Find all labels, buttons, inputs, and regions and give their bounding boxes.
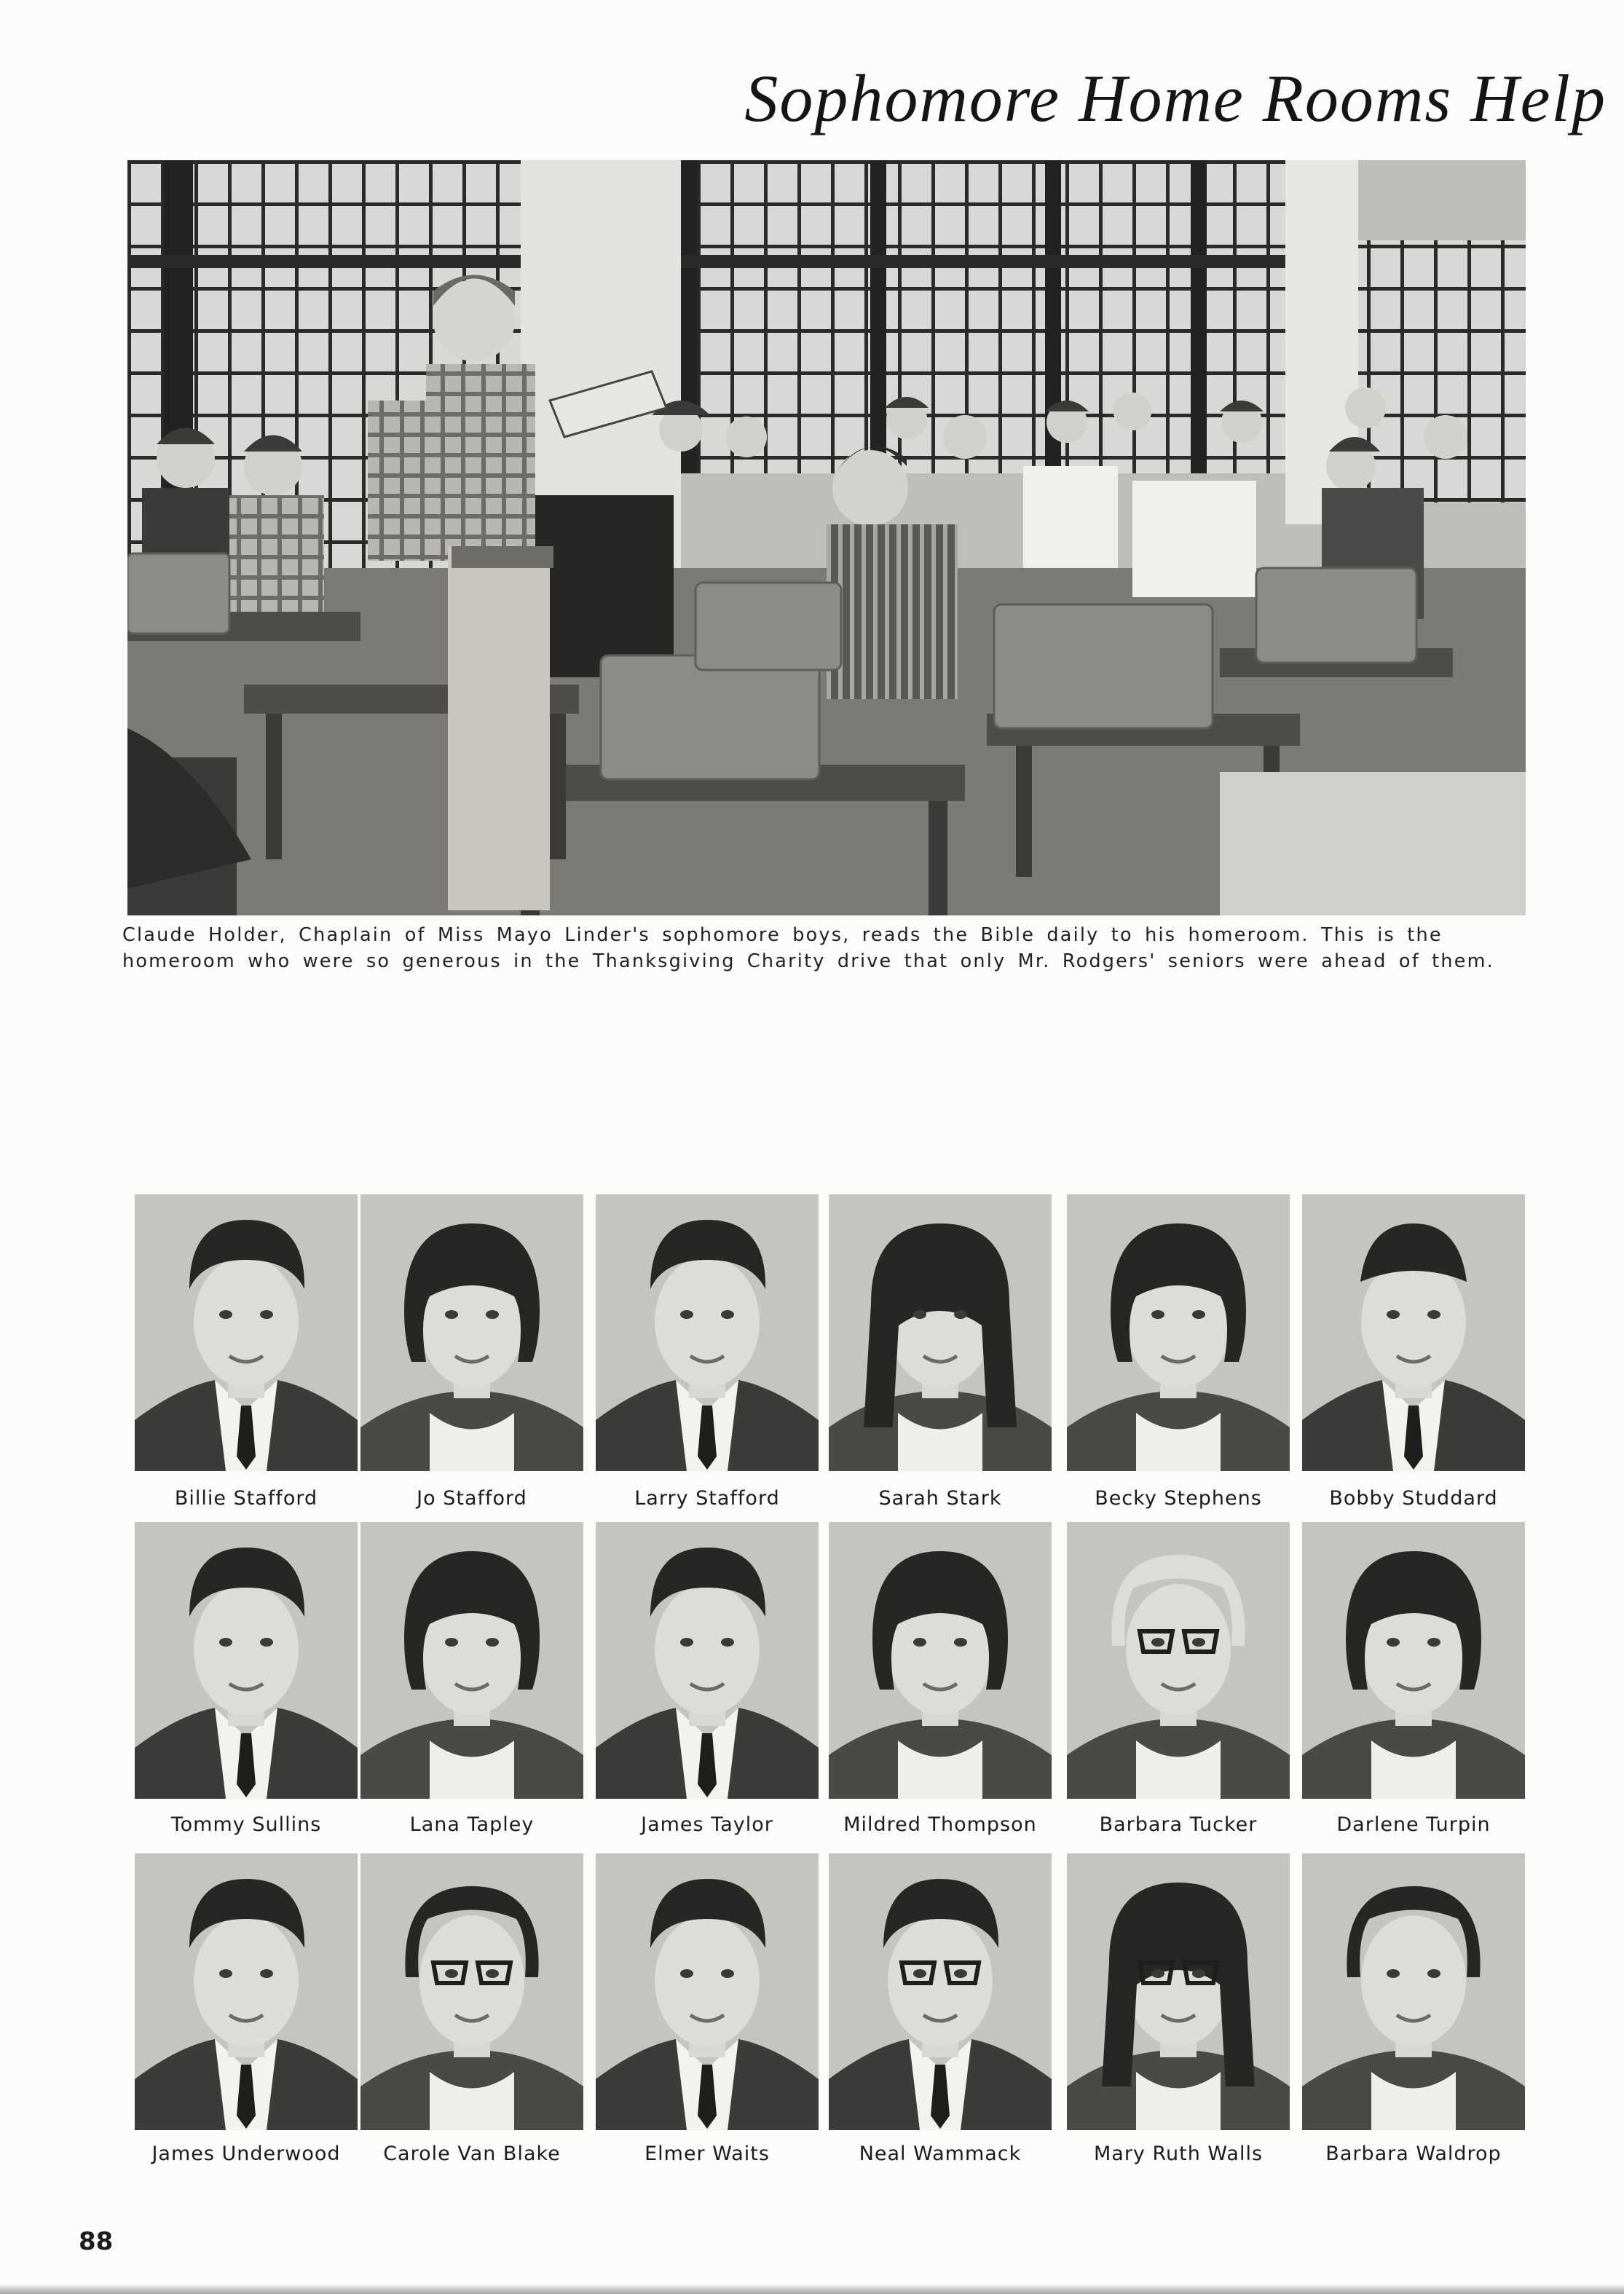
portrait-photo: [1302, 1853, 1525, 2130]
student-portrait: [135, 1522, 358, 1799]
portrait-photo: [360, 1853, 583, 2130]
student-portrait: [1302, 1522, 1525, 1799]
student-name: Neal Wammack: [859, 2143, 1022, 2165]
student-name: Lana Tapley: [409, 1813, 535, 1836]
student-portrait: [1302, 1853, 1525, 2130]
portrait-photo: [1067, 1194, 1290, 1471]
student-portrait: [1302, 1194, 1525, 1471]
student-portrait: [1067, 1522, 1290, 1799]
portrait-photo: [596, 1853, 819, 2130]
student-portrait: [360, 1522, 583, 1799]
portrait-photo: [1067, 1522, 1290, 1799]
student-name: Mary Ruth Walls: [1093, 2143, 1264, 2165]
student-name: Larry Stafford: [634, 1487, 780, 1510]
student-portrait: [596, 1853, 819, 2130]
portrait-photo: [135, 1853, 358, 2130]
classroom-photo-drawing: [127, 160, 1526, 915]
photo-caption: Claude Holder, Chaplain of Miss Mayo Linder's sophomore boys, reads the Bible daily to his homeroom. This is the homeroom who were so generous in the Thanksgiving Charity drive that only Mr. Rodgers' seniors were ahead of them.: [122, 924, 1494, 972]
portrait-photo: [1302, 1522, 1525, 1799]
student-portrait: [596, 1522, 819, 1799]
portrait-photo: [596, 1522, 819, 1799]
portrait-photo: [829, 1194, 1052, 1471]
student-name: Jo Stafford: [417, 1487, 527, 1510]
student-name: Carole Van Blake: [383, 2143, 561, 2165]
student-portrait: [1067, 1194, 1290, 1471]
portrait-photo: [360, 1194, 583, 1471]
student-name: Bobby Studdard: [1329, 1487, 1498, 1510]
portrait-photo: [1067, 1853, 1290, 2130]
student-portrait: [829, 1522, 1052, 1799]
student-name: James Underwood: [151, 2143, 341, 2165]
student-name: Darlene Turpin: [1336, 1813, 1491, 1836]
student-name: James Taylor: [641, 1813, 773, 1836]
portrait-photo: [829, 1522, 1052, 1799]
student-name: Becky Stephens: [1095, 1487, 1262, 1510]
student-portrait: [360, 1853, 583, 2130]
portrait-photo: [135, 1522, 358, 1799]
student-portrait: [829, 1853, 1052, 2130]
student-name: Barbara Tucker: [1099, 1813, 1258, 1836]
portrait-photo: [135, 1194, 358, 1471]
student-portrait: [135, 1194, 358, 1471]
portrait-photo: [596, 1194, 819, 1471]
student-portrait: [829, 1194, 1052, 1471]
student-name: Tommy Sullins: [170, 1813, 322, 1836]
student-portrait: [1067, 1853, 1290, 2130]
page-edge-shadow: [0, 2284, 1624, 2294]
classroom-photo: [127, 160, 1526, 915]
portrait-photo: [360, 1522, 583, 1799]
student-name: Mildred Thompson: [843, 1813, 1037, 1836]
student-name: Barbara Waldrop: [1325, 2143, 1502, 2165]
portrait-photo: [1302, 1194, 1525, 1471]
student-name: Billie Stafford: [174, 1487, 318, 1510]
student-portrait: [135, 1853, 358, 2130]
student-portrait: [360, 1194, 583, 1471]
page-headline: Sophomore Home Rooms Help: [744, 61, 1607, 135]
student-name: Sarah Stark: [878, 1487, 1002, 1510]
page-number: 88: [79, 2227, 114, 2256]
student-name: Elmer Waits: [645, 2143, 770, 2165]
student-portrait: [596, 1194, 819, 1471]
portrait-photo: [829, 1853, 1052, 2130]
